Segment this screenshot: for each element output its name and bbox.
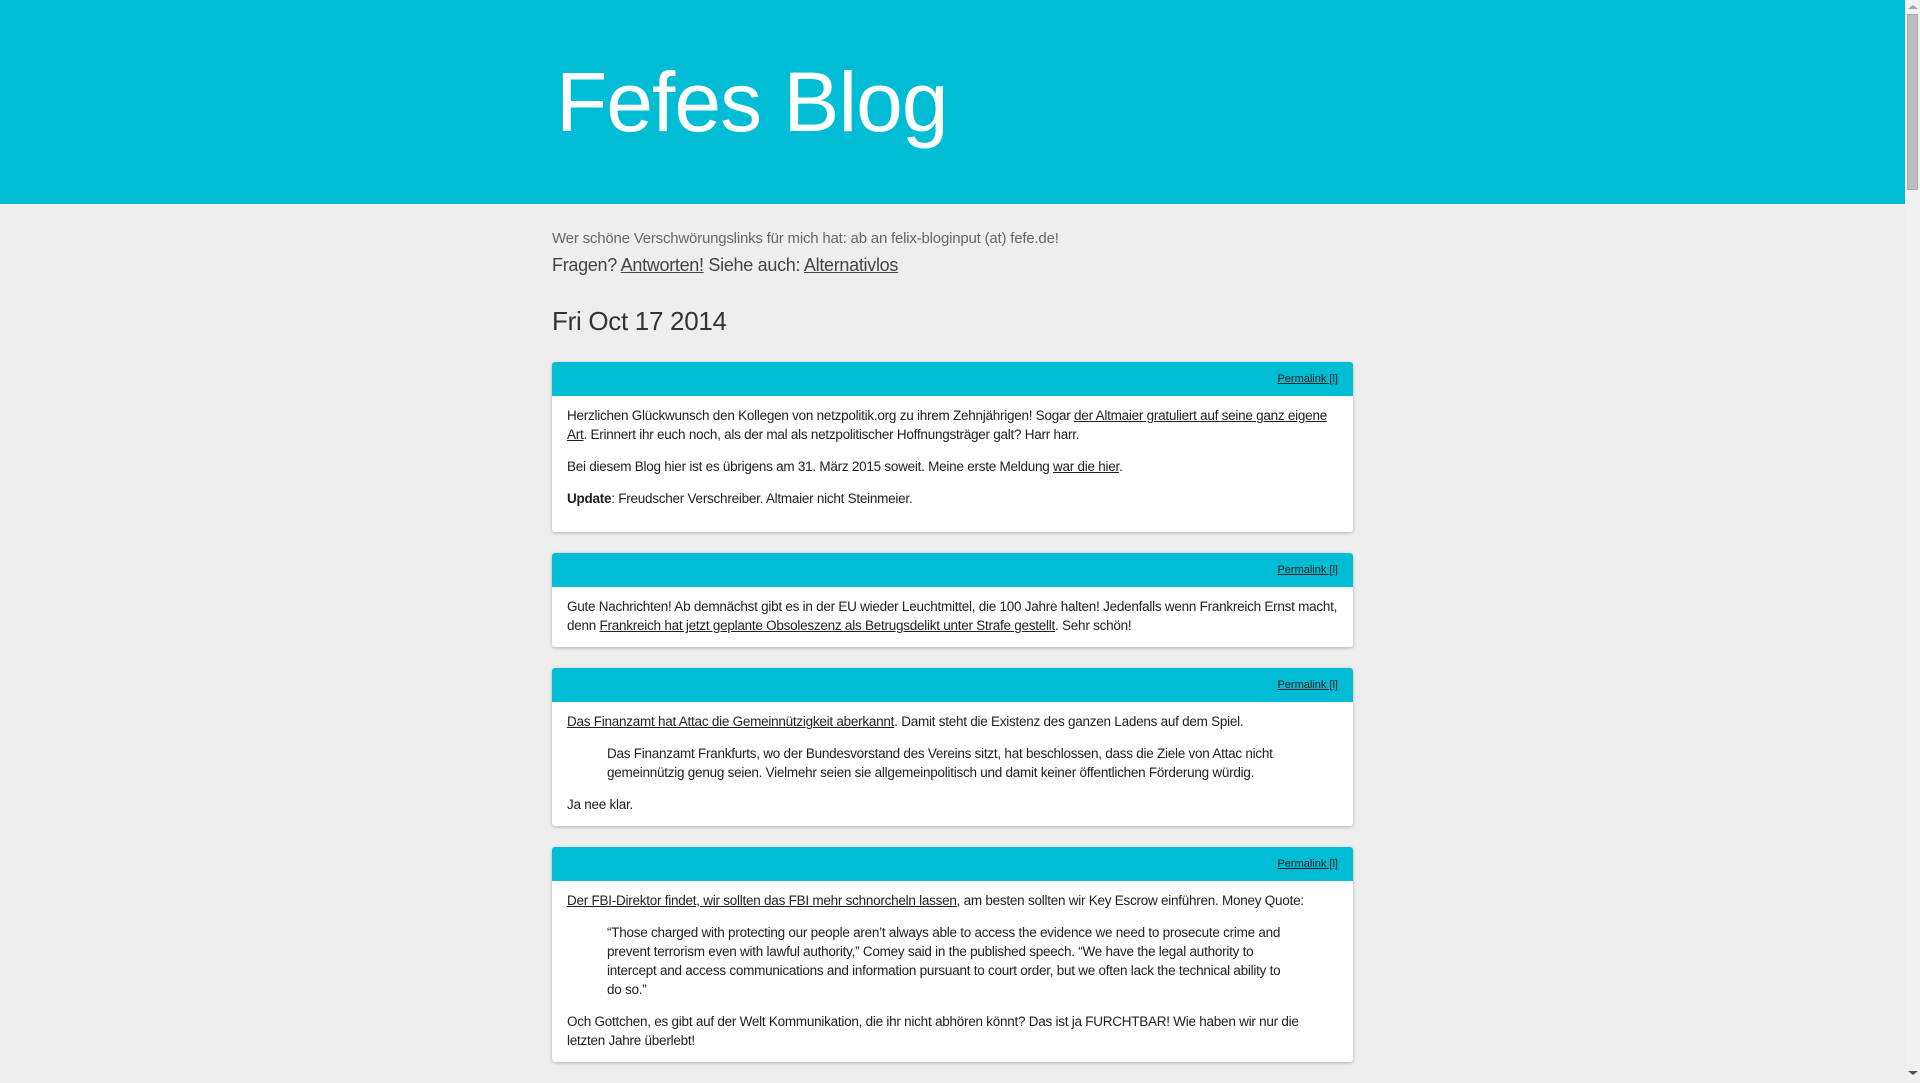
post-paragraph [567,457,1338,476]
post-card [552,668,1353,826]
post-link[interactable]: Das Finanzamt hat Attac die Gemeinnützigkeit aberkannt [567,714,895,729]
text: , am besten sollten wir Key Escrow einführen. Money Quote: [956,893,1304,908]
text: . Sehr schön! [1055,618,1132,633]
blog-title: Fefes Blog [556,55,948,149]
permalink-link[interactable]: Permalink [l] [1277,679,1338,691]
antworten-link[interactable]: Antworten! [620,255,704,275]
text: : Freudscher Verschreiber. Altmaier nicht Steinmeier. [611,491,913,506]
post-quote: Das Finanzamt Frankfurts, wo der Bundesvorstand des Vereins sitzt, hat beschlossen, dass die Ziele von Attac nicht gemeinnützig genug seien. Vielmehr seien sie allgemeinpolitisch und damit keiner öffentlichen Förderung würdig. [607,746,1273,780]
site-header [0,0,1905,204]
alternativlos-link[interactable]: Alternativlos [803,255,899,275]
fragen-label: Fragen? [552,255,617,275]
scroll-up-arrow-icon[interactable] [1908,5,1918,9]
post-body [552,396,1353,532]
post-paragraph [567,891,1338,910]
siehe-auch-label: Siehe auch: [708,255,801,275]
scroll-down-arrow-icon[interactable] [1908,1071,1918,1075]
post-card [552,847,1353,1062]
post-header [552,362,1353,396]
post-card [552,553,1353,647]
post-header [552,553,1353,587]
text: Herzlichen Glückwunsch den Kollegen von netzpolitik.org zu ihrem Zehnjährigen! Sogar [567,408,1075,423]
text: Bei diesem Blog hier ist es übrigens am 31. März 2015 soweit. Meine erste Meldung [567,459,1054,474]
post-paragraph [567,712,1338,731]
post-link[interactable]: der Altmaier gratuliert auf seine ganz eigene Art [567,408,1327,442]
post-paragraph: Ja nee klar. [567,797,634,812]
post-header [552,668,1353,702]
text: . [1119,459,1123,474]
intro-text: Wer schöne Verschwörungslinks für mich hat: ab an felix-bloginput (at) fefe.de! [552,230,1059,247]
intro-links [552,252,1353,278]
permalink-link[interactable]: Permalink [l] [1277,564,1338,576]
post-link[interactable]: Frankreich hat jetzt geplante Obsoleszenz als Betrugsdelikt unter Strafe gestellt [599,618,1056,633]
post-paragraph [567,406,1338,444]
post-paragraph: Och Gottchen, es gibt auf der Welt Kommunikation, die ihr nicht abhören könnt? Das ist ja FURCHTBAR! Wie haben wir nur die letzten Jahre überlebt! [567,1014,1299,1048]
post-link[interactable]: war die hier [1053,459,1120,474]
main-content [552,226,1353,1083]
date-heading: Fri Oct 17 2014 [552,306,727,336]
post-link[interactable]: Der FBI-Direktor findet, wir sollten das FBI mehr schnorcheln lassen [567,893,957,908]
post-body [552,881,1353,1062]
text: Gute Nachrichten! Ab demnächst gibt es in der EU wieder Leuchtmittel, die 100 Jahre halten! Jedenfalls wenn Frankreich Ernst macht, denn [567,599,1338,633]
vertical-scrollbar[interactable] [1905,0,1920,1080]
post-body [552,702,1353,826]
text: . Erinnert ihr euch noch, als der mal als netzpolitischer Hoffnungsträger galt? Harr harr. [583,427,1080,442]
permalink-link[interactable]: Permalink [l] [1277,373,1338,385]
update-label: Update [567,491,612,506]
post-header [552,847,1353,881]
post-body [552,587,1353,647]
post-card [552,362,1353,532]
post-quote: “Those charged with protecting our people aren’t always able to access the evidence we need to prosecute crime and prevent terrorism even with lawful authority,” Comey said in the published speech. “We have the legal authority to intercept and access communications and information pursuant to court order, but we often lack the technical ability to do so.” [607,925,1281,997]
permalink-link[interactable]: Permalink [l] [1277,858,1338,870]
post-paragraph [567,597,1338,635]
text: . Damit steht die Existenz des ganzen Ladens auf dem Spiel. [894,714,1244,729]
scrollbar-thumb[interactable] [1907,14,1918,190]
post-paragraph [567,489,1338,508]
